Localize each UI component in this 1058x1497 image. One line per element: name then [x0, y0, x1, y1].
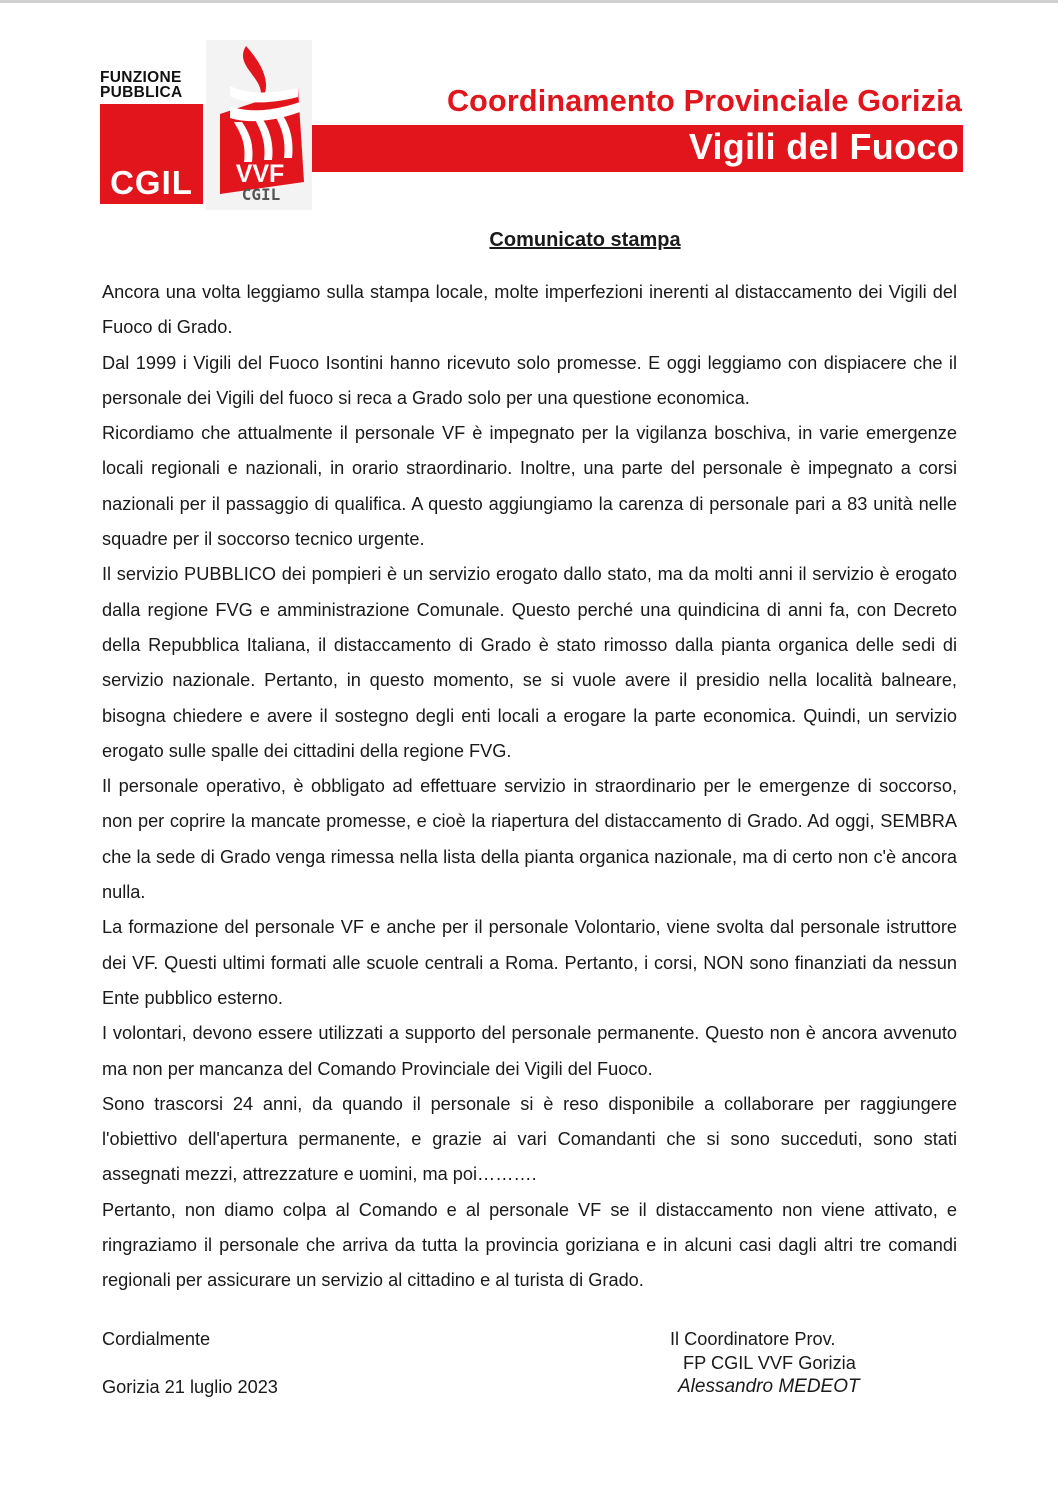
org-title: Coordinamento Provinciale Gorizia — [446, 84, 962, 118]
paragraph: Il personale operativo, è obbligato ad effettuare servizio in straordinario per le emergenze di soccorso, non per coprire la mancate promesse, e cioè la riapertura del distaccamento di Grado. Ad oggi, SEMBRA che la sede di Grado venga rimessa nella lista della pianta organica nazionale, ma di certo non c'è ancora nulla. — [102, 776, 957, 903]
signatory-role: Il Coordinatore Prov. — [670, 1329, 836, 1349]
document-body — [102, 275, 957, 1299]
paragraph: I volontari, devono essere utilizzati a supporto del personale permanente. Questo non è ancora avvenuto ma non per mancanza del Comando Provinciale dei Vigili del Fuoco. — [102, 1023, 957, 1079]
closing-salutation: Cordialmente — [102, 1329, 211, 1349]
fp-logo-text — [100, 70, 203, 100]
paragraph: La formazione del personale VF e anche per il personale Volontario, viene svolta dal personale istruttore dei VF. Questi ultimi formati alle scuole centrali a Roma. Pertanto, i corsi, NON sono finanziati da nessun Ente pubblico esterno. — [102, 917, 957, 1008]
vvf-logo-text: VVF — [235, 160, 285, 188]
document-title: Comunicato stampa — [489, 229, 681, 251]
paragraph: Dal 1999 i Vigili del Fuoco Isontini hanno ricevuto solo promesse. E oggi leggiamo con dispiacere che il personale dei Vigili del fuoco si reca a Grado solo per una questione economica. — [102, 352, 957, 408]
signatory-org: FP CGIL VVF Gorizia — [683, 1353, 856, 1373]
vvf-logo-subtext: CGIL — [241, 185, 281, 204]
paragraph: Ancora una volta leggiamo sulla stampa locale, molte imperfezioni inerenti al distaccamento dei Vigili del Fuoco di Grado. — [102, 282, 957, 338]
logo-line-funzione: FUNZIONE — [100, 69, 182, 86]
logo-line-pubblica: PUBBLICA — [100, 84, 183, 101]
cgil-red-block — [100, 104, 203, 204]
place-and-date: Gorizia 21 luglio 2023 — [102, 1377, 278, 1397]
org-subtitle-band — [312, 125, 963, 172]
paragraph: Ricordiamo che attualmente il personale VF è impegnato per la vigilanza boschiva, in varie emergenze locali regionali e nazionali, in orario straordinario. Inoltre, una parte del personale è impegnato a corsi nazionali per il passaggio di qualifica. A questo aggiungiamo la carenza di personale pari a 83 unità nelle squadre per il soccorso tecnico urgente. — [102, 423, 957, 550]
signatory-name: Alessandro MEDEOT — [678, 1376, 860, 1397]
paragraph: Il servizio PUBBLICO dei pompieri è un servizio erogato dallo stato, ma da molti anni il servizio è erogato dalla regione FVG e amministrazione Comunale. Questo perché una quindicina di anni fa, con Decreto della Repubblica Italiana, il distaccamento di Grado è stato rimosso dalla pianta organica delle sedi di servizio nazionale. Pertanto, in questo momento, se si vuole avere il presidio nella località balneare, bisogna chiedere e avere il sostegno degli enti locali a erogare la parte economica. Quindi, un servizio erogato sulle spalle dei cittadini della regione FVG. — [102, 564, 957, 761]
paragraph: Sono trascorsi 24 anni, da quando il personale si è reso disponibile a collaborare per raggiungere l'obiettivo dell'apertura permanente, e grazie ai vari Comandanti che si sono succeduti, sono stati assegnati mezzi, attrezzature e uomini, ma poi………. — [102, 1093, 957, 1185]
flame-icon — [206, 40, 312, 210]
vvf-cgil-logo — [206, 40, 312, 210]
top-border — [0, 0, 1058, 3]
org-subtitle: Vigili del Fuoco — [688, 126, 959, 167]
paragraph: Pertanto, non diamo colpa al Comando e al personale VF se il distaccamento non viene attivato, e ringraziamo il personale che arriva da tutta la provincia goriziana e in alcuni casi dagli altri tre comandi regionali per assicurare un servizio al cittadino e al turista di Grado. — [102, 1199, 957, 1291]
fp-cgil-logo — [100, 70, 203, 204]
cgil-wordmark: CGIL — [110, 164, 193, 201]
